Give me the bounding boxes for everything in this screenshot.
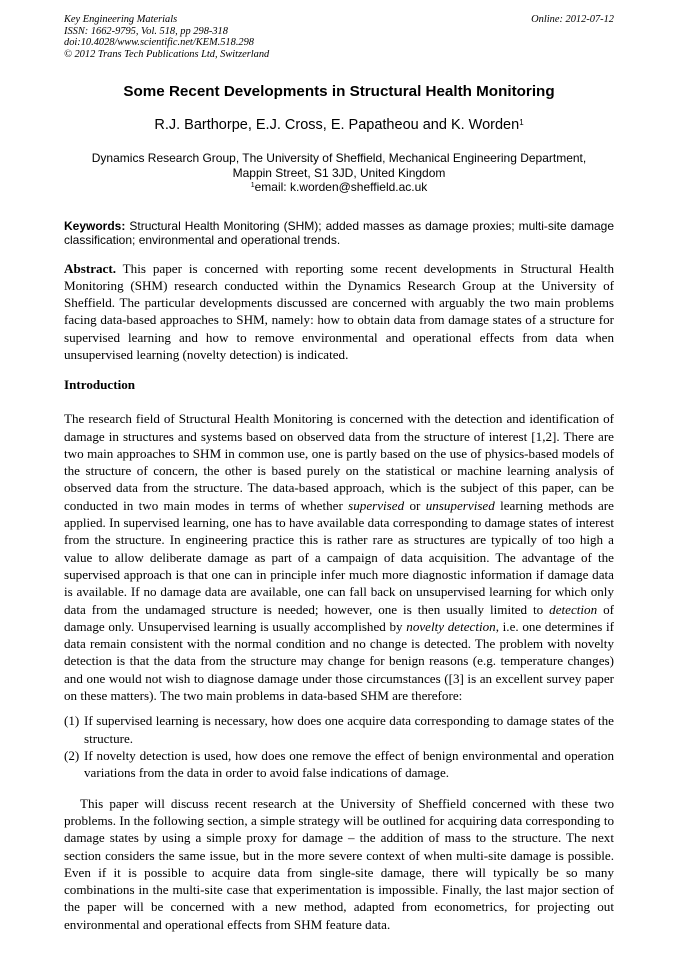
authors-text: R.J. Barthorpe, E.J. Cross, E. Papatheou and K. Worden (154, 117, 520, 133)
author-footnote-mark: 1 (519, 118, 524, 127)
text-run: learning methods are applied. In supervised learning, one has to have available data corresponding to damage states of interest from the structure. In engineering practice this is rather rare as structures are typically of too high a value to allow deliberate damage as part of a campaign of data acquisition. The advantage of the supervised approach is that one can in principle infer much more diagnostic information if damage data is available. If no damage data are available, one can fall back on unsupervised learning for which only data from the undamaged structure is needed; however, one is then usually limited to (64, 497, 614, 617)
doi-line: doi:10.4028/www.scientific.net/KEM.518.298 (64, 37, 254, 48)
copyright-line: © 2012 Trans Tech Publications Ltd, Switzerland (64, 48, 270, 60)
list-text: If novelty detection is used, how does one remove the effect of benign environmental and operation variations from the data in order to avoid false indications of damage. (84, 747, 614, 781)
issn-line: ISSN: 1662-9795, Vol. 518, pp 298-318 (64, 25, 228, 37)
journal-name: Key Engineering Materials (64, 14, 178, 25)
emphasis: unsupervised (425, 497, 495, 513)
affiliation-email (64, 180, 614, 195)
keywords-text: Structural Health Monitoring (SHM); added masses as damage proxies; multi-site damage classification; environmental and operational trends. (64, 218, 614, 247)
affiliation (64, 151, 614, 195)
online-date: Online: 2012-07-12 (531, 14, 614, 25)
emphasis: detection (549, 601, 598, 617)
text-run: of damage only. Unsupervised learning is usually accomplished by (64, 601, 615, 634)
affiliation-line-2: Mappin Street, S1 3JD, United Kingdom (232, 165, 446, 180)
abstract-label: Abstract. (64, 260, 116, 276)
paper-page (64, 14, 614, 933)
abstract (64, 260, 614, 364)
email-footnote-mark: 1 (250, 182, 255, 189)
email-text: email: k.worden@sheffield.ac.uk (254, 180, 428, 194)
list-number: (1) (64, 713, 80, 729)
keywords (64, 219, 614, 247)
paper-title: Some Recent Developments in Structural Health Monitoring (123, 83, 555, 100)
list-text: If supervised learning is necessary, how does one acquire data corresponding to damage states of the structure. (84, 713, 614, 746)
journal-header (64, 14, 614, 60)
introduction-paragraph-2: This paper will discuss recent research at the University of Sheffield concerned with these two problems. In the following section, a simple strategy will be outlined for acquiring data corresponding to damage states by using a simple proxy for damage – the addition of mass to the structure. The next section considers the same issue, but in the more severe context of when multi-site damage is possible. Even if it is possible to acquire data from single-site damage, there will typically be so many combinations in the multi-site case that experimentation is impossible. Finally, the last major section of the paper will be concerned with a new method, adapted from econometrics, for projecting out environmental and operational effects from SHM feature data. (64, 795, 614, 932)
emphasis: novelty detection (406, 618, 496, 634)
emphasis: supervised (348, 497, 405, 513)
affiliation-line-1: Dynamics Research Group, The University of Sheffield, Mechanical Engineering Department, (91, 151, 587, 165)
list-number: (2) (64, 747, 80, 763)
abstract-text: This paper is concerned with reporting some recent developments in Structural Health Monitoring (SHM) research conducted within the Dynamics Research Group at the University of Sheffield. The particular developments discussed are concerned with arguably the two main problems facing data-based approaches to SHM, namely: how to obtain data from damage states of a structure for supervised learning and how to remove environmental and operational effects from data when unsupervised learning (novelty detection) is indicated. (64, 260, 614, 362)
text-run: The research field of Structural Health Monitoring is concerned with the detection and identification of damage in structures and systems based on observed data from the structure of interest [1,2]. There are two main approaches to SHM in common use, one is partly based on the use of physics-based models of the structure of concern, the other is based purely on the statistical or machine learning analysis of observed data from the structure. The data-based approach, which is the subject of this paper, can be conducted in two main modes in terms of whether (64, 411, 614, 513)
list-item (64, 712, 614, 747)
section-heading-introduction: Introduction (64, 377, 136, 393)
problem-list (64, 712, 614, 781)
keywords-label: Keywords: (64, 218, 126, 233)
text-run: or (404, 497, 426, 513)
introduction-paragraph-1 (64, 410, 614, 704)
text-run: , i.e. one determines if data remain consistent with the normal condition and no change is detected. The problem with novelty detection is that the data from the structure may change for benign reasons (e.g. temperature changes) and one would not wish to diagnose damage under those circumstances ([3] is an excellent survey paper on these matters). The two main problems in data-based SHM are therefore: (64, 618, 614, 704)
list-item (64, 747, 614, 782)
author-list (64, 116, 614, 134)
